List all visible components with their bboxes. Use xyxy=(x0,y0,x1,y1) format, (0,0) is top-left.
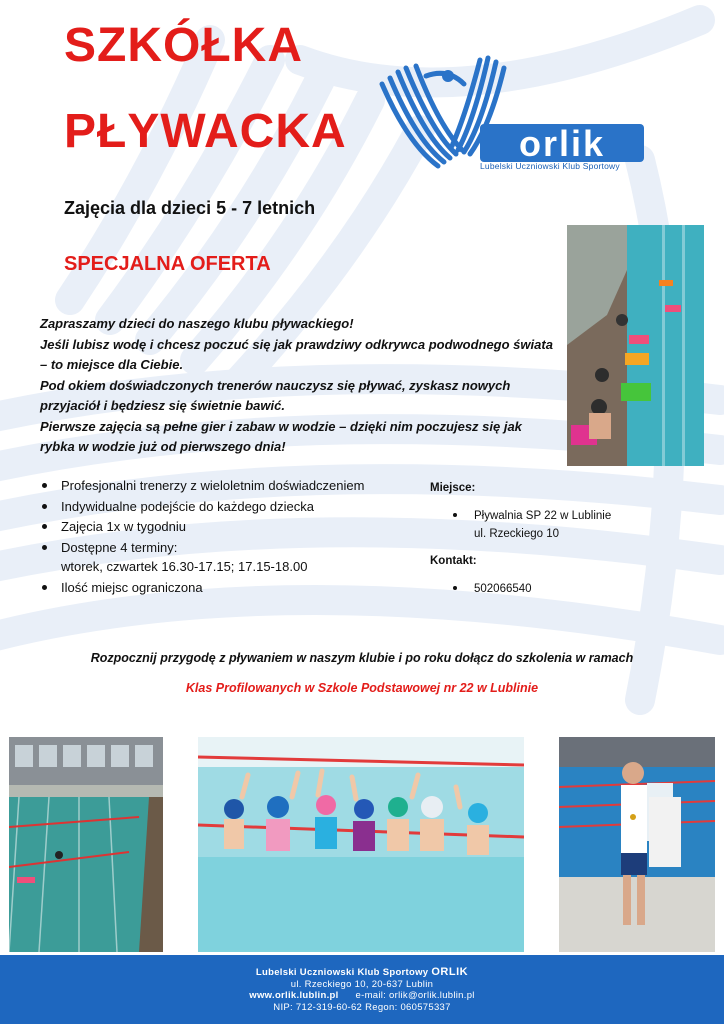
photo-indoor-pool xyxy=(9,737,163,952)
intro-line-1: Zapraszamy dzieci do naszego klubu pływackiego! xyxy=(40,316,354,331)
title-line-1: SZKÓŁKA xyxy=(64,19,303,72)
features-list xyxy=(40,476,380,598)
footer-address: ul. Rzeckiego 10, 20-637 Lublin xyxy=(290,978,434,990)
feature-schedule: wtorek, czwartek 16.30-17.15; 17.15-18.00 xyxy=(61,559,308,574)
contact-item xyxy=(452,580,532,598)
feature-item xyxy=(40,578,380,598)
footer-org-prefix: Lubelski Uczniowski Klub Sportowy xyxy=(255,967,429,978)
footer-email[interactable]: e-mail: orlik@orlik.lublin.pl xyxy=(355,990,475,1001)
title-line-2: PŁYWACKA xyxy=(64,105,347,158)
photo-children-in-water xyxy=(198,737,524,952)
photo-children-pool-edge xyxy=(567,225,704,466)
footer-website-link[interactable]: www.orlik.lublin.pl xyxy=(249,990,339,1001)
logo-subtitle: Lubelski Uczniowski Klub Sportowy xyxy=(480,161,620,171)
feature-text: Dostępne 4 terminy: xyxy=(61,539,178,555)
intro-line-2: Jeśli lubisz wodę i chcesz poczuć się jak prawdziwy odkrywca podwodnego świata – to miejsce dla Ciebie. xyxy=(40,336,553,372)
feature-text: Profesjonalni trenerzy z wieloletnim doświadczeniem xyxy=(61,478,365,493)
feature-item xyxy=(40,538,380,577)
cta-line-1: Rozpocznij przygodę z pływaniem w naszym klubie i po roku dołącz do szkolenia w ramach xyxy=(90,651,634,665)
intro-line-3: Pod okiem doświadczonych trenerów nauczysz się pływać, zyskasz nowych przyjaciół i będziesz się świetnie bawić. xyxy=(40,377,511,413)
intro-text xyxy=(40,314,560,458)
place-item xyxy=(452,507,611,543)
feature-item xyxy=(40,476,380,496)
contact-phone: 502066540 xyxy=(474,583,532,595)
intro-line-4: Pierwsze zajęcia są pełne gier i zabaw w wodzie – dzięki nim poczujesz się jak rybka w wodzie już od pierwszego dnia! xyxy=(40,418,522,454)
footer-org xyxy=(0,967,724,979)
special-offer-heading: SPECJALNA OFERTA xyxy=(64,253,271,275)
place-address: ul. Rzeckiego 10 xyxy=(474,528,560,540)
cta-line-2: Klas Profilowanych w Szkole Podstawowej nr 22 w Lublinie xyxy=(185,681,539,695)
logo-wordmark: orlik xyxy=(518,123,606,164)
feature-text: Indywidualne podejście do każdego dziecka xyxy=(61,498,314,514)
photo-boy-with-medal xyxy=(559,737,715,952)
feature-text: Ilość miejsc ograniczona xyxy=(61,579,203,595)
place-name: Pływalnia SP 22 w Lublinie xyxy=(474,510,612,522)
footer xyxy=(0,955,724,1024)
age-subtitle: Zajęcia dla dzieci 5 - 7 letnich xyxy=(64,198,316,218)
feature-item xyxy=(40,497,380,517)
place-label: Miejsce: xyxy=(430,482,476,494)
place-list xyxy=(452,507,611,543)
contact-list xyxy=(452,580,532,598)
footer-contacts xyxy=(0,990,724,1002)
feature-item xyxy=(40,517,380,537)
footer-org-name: ORLIK xyxy=(431,966,469,978)
feature-text: Zajęcia 1x w tygodniu xyxy=(61,519,187,534)
footer-nip-regon: NIP: 712-319-60-62 Regon: 060575337 xyxy=(273,1001,451,1013)
contact-label: Kontakt: xyxy=(430,555,477,567)
